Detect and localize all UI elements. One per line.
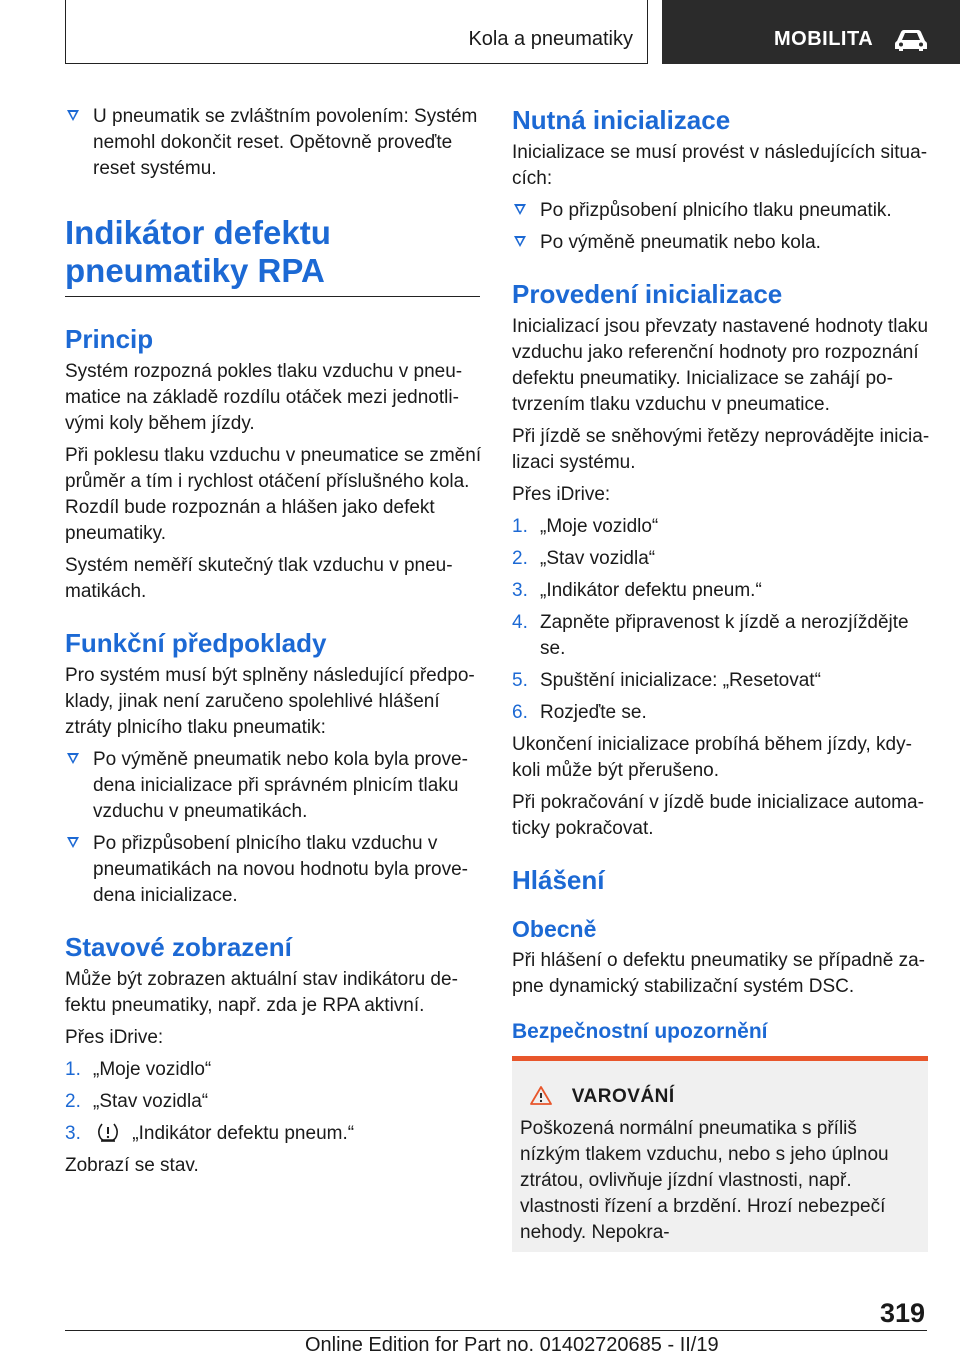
paragraph: Ukončení inicializace probíhá během jízdy, kdykoli může být přerušeno.: [512, 734, 912, 781]
paragraph: Přes iDrive:: [512, 484, 611, 505]
heading-principle: Princip: [65, 324, 154, 354]
header-section-box: [65, 0, 648, 64]
paragraph: Při pokračování v jízdě bude inicializace automaticky pokračovat.: [512, 792, 924, 839]
triangle-bullet-icon: [67, 837, 79, 848]
page-number: 319: [880, 1298, 926, 1328]
list-item: 1. „Moje vozidlo“: [65, 1057, 485, 1083]
step-number: 3.: [65, 1123, 81, 1144]
heading-messages: Hlášení: [512, 865, 605, 895]
paragraph: Inicializace se musí provést v následujících situacích:: [512, 142, 928, 189]
page-title: Indikátor defektu pneumatiky RPA: [65, 214, 480, 297]
list-item: 3. „Indikátor defektu pneum.“: [65, 1121, 485, 1147]
footer-divider: [65, 1330, 927, 1331]
heading-prerequisites: Funkční předpoklady: [65, 628, 327, 658]
step-number: 2.: [65, 1091, 81, 1112]
step-number: 2.: [512, 548, 528, 569]
list-item: 4. Zapněte připravenost k jízdě a nerozjíždějte se.: [512, 612, 909, 659]
init-needed-list: [512, 198, 932, 256]
list-item: 5. Spuštění inicializace: „Resetovat“: [512, 668, 932, 694]
step-number: 6.: [512, 702, 528, 723]
right-column: [512, 104, 932, 1252]
page-header: [0, 0, 960, 66]
triangle-bullet-icon: [67, 753, 79, 764]
heading-status: Stavové zobrazení: [65, 932, 292, 962]
tire-pressure-icon: [97, 1122, 119, 1142]
triangle-bullet-icon: [514, 204, 526, 215]
paragraph: Zobrazí se stav.: [65, 1155, 199, 1176]
footer-edition: Online Edition for Part no. 01402720685 - II/19: [305, 1334, 719, 1356]
list-item: 3. „Indikátor defektu pneum.“: [512, 578, 932, 604]
paragraph: Přes iDrive:: [65, 1027, 164, 1048]
heading-init-run: Provedení inicializace: [512, 279, 783, 309]
step-number: 1.: [512, 516, 528, 537]
warning-text: Poškozená normální pneumatika s příliš nízkým tlakem vzduchu, nebo s jeho úplnou ztrátou, ovlivňuje jízdní vlastnosti, např. vlastnosti řízení a brzdění. Hrozí nebezpečí nehody. Nepokra-: [520, 1118, 889, 1243]
list-item: U pneumatik se zvláštním povolením: Systém nemohl dokončit reset. Opětovně proveďte reset systému.: [65, 104, 485, 182]
step-number: 5.: [512, 670, 528, 691]
intro-list: [65, 104, 485, 182]
list-item: 2. „Stav vozidla“: [65, 1089, 485, 1115]
list-item: Po výměně pneumatik nebo kola.: [512, 230, 932, 256]
heading-safety: Bezpečnostní upozornění: [512, 1020, 768, 1043]
triangle-bullet-icon: [67, 110, 79, 121]
paragraph: Při hlášení o defektu pneumatiky se případně zapne dynamický stabilizační systém DSC.: [512, 950, 925, 997]
paragraph: Může být zobrazen aktuální stav indikátoru defektu pneumatiky, např. zda je RPA aktivní.: [65, 969, 458, 1016]
paragraph: Systém neměří skutečný tlak vzduchu v pneumatikách.: [65, 555, 453, 602]
step-number: 3.: [512, 580, 528, 601]
header-section-title: Kola a pneumatiky: [468, 28, 633, 50]
list-item: Po výměně pneumatik nebo kola byla provedena inicializace při správném plnicím tlaku vzduchu v pneumatikách.: [65, 747, 485, 825]
list-item: 2. „Stav vozidla“: [512, 546, 932, 572]
init-steps: [512, 514, 932, 726]
left-column: [65, 104, 485, 1185]
step-number: 1.: [65, 1059, 81, 1080]
paragraph: Při jízdě se sněhovými řetězy neprovádějte inicializaci systému.: [512, 426, 930, 473]
list-item: Po přizpůsobení plnicího tlaku vzduchu v pneumatikách na novou hodnotu byla provedena inicializace.: [65, 831, 485, 909]
header-chapter-box: [662, 0, 960, 64]
paragraph: Pro systém musí být splněny následující předpoklady, jinak není zaručeno spolehlivé hlášení ztráty plnicího tlaku pneumatik:: [65, 665, 475, 738]
paragraph: Inicializací jsou převzaty nastavené hodnoty tlaku vzduchu jako referenční hodnoty pro rozpoznání defektu pneumatiky. Inicializace se zahájí potvrzením tlaku vzduchu v pneumatice.: [512, 316, 929, 415]
step-number: 4.: [512, 612, 528, 633]
warning-box: [512, 1056, 928, 1252]
warning-title: VAROVÁNÍ: [520, 1085, 920, 1108]
paragraph: Systém rozpozná pokles tlaku vzduchu v pneumatice na základě rozdílu otáček mezi jednotlivými koly během jízdy.: [65, 361, 463, 434]
list-item: 6. Rozjeďte se.: [512, 700, 932, 726]
triangle-bullet-icon: [514, 236, 526, 247]
heading-general: Obecně: [512, 916, 597, 942]
list-item: 1. „Moje vozidlo“: [512, 514, 932, 540]
paragraph: Při poklesu tlaku vzduchu v pneumatice se změní průměr a tím i rychlost otáčení příslušného kola. Rozdíl bude rozpoznán a hlášen jako defekt pneumatiky.: [65, 445, 482, 544]
warning-triangle-icon: [530, 1085, 552, 1105]
header-chapter-title: MOBILITA: [774, 28, 874, 50]
list-item: Po přizpůsobení plnicího tlaku pneumatik.: [512, 198, 932, 224]
heading-init-needed: Nutná inicializace: [512, 105, 731, 135]
prerequisites-list: [65, 747, 485, 909]
car-icon: [893, 27, 929, 53]
status-steps: [65, 1057, 485, 1147]
